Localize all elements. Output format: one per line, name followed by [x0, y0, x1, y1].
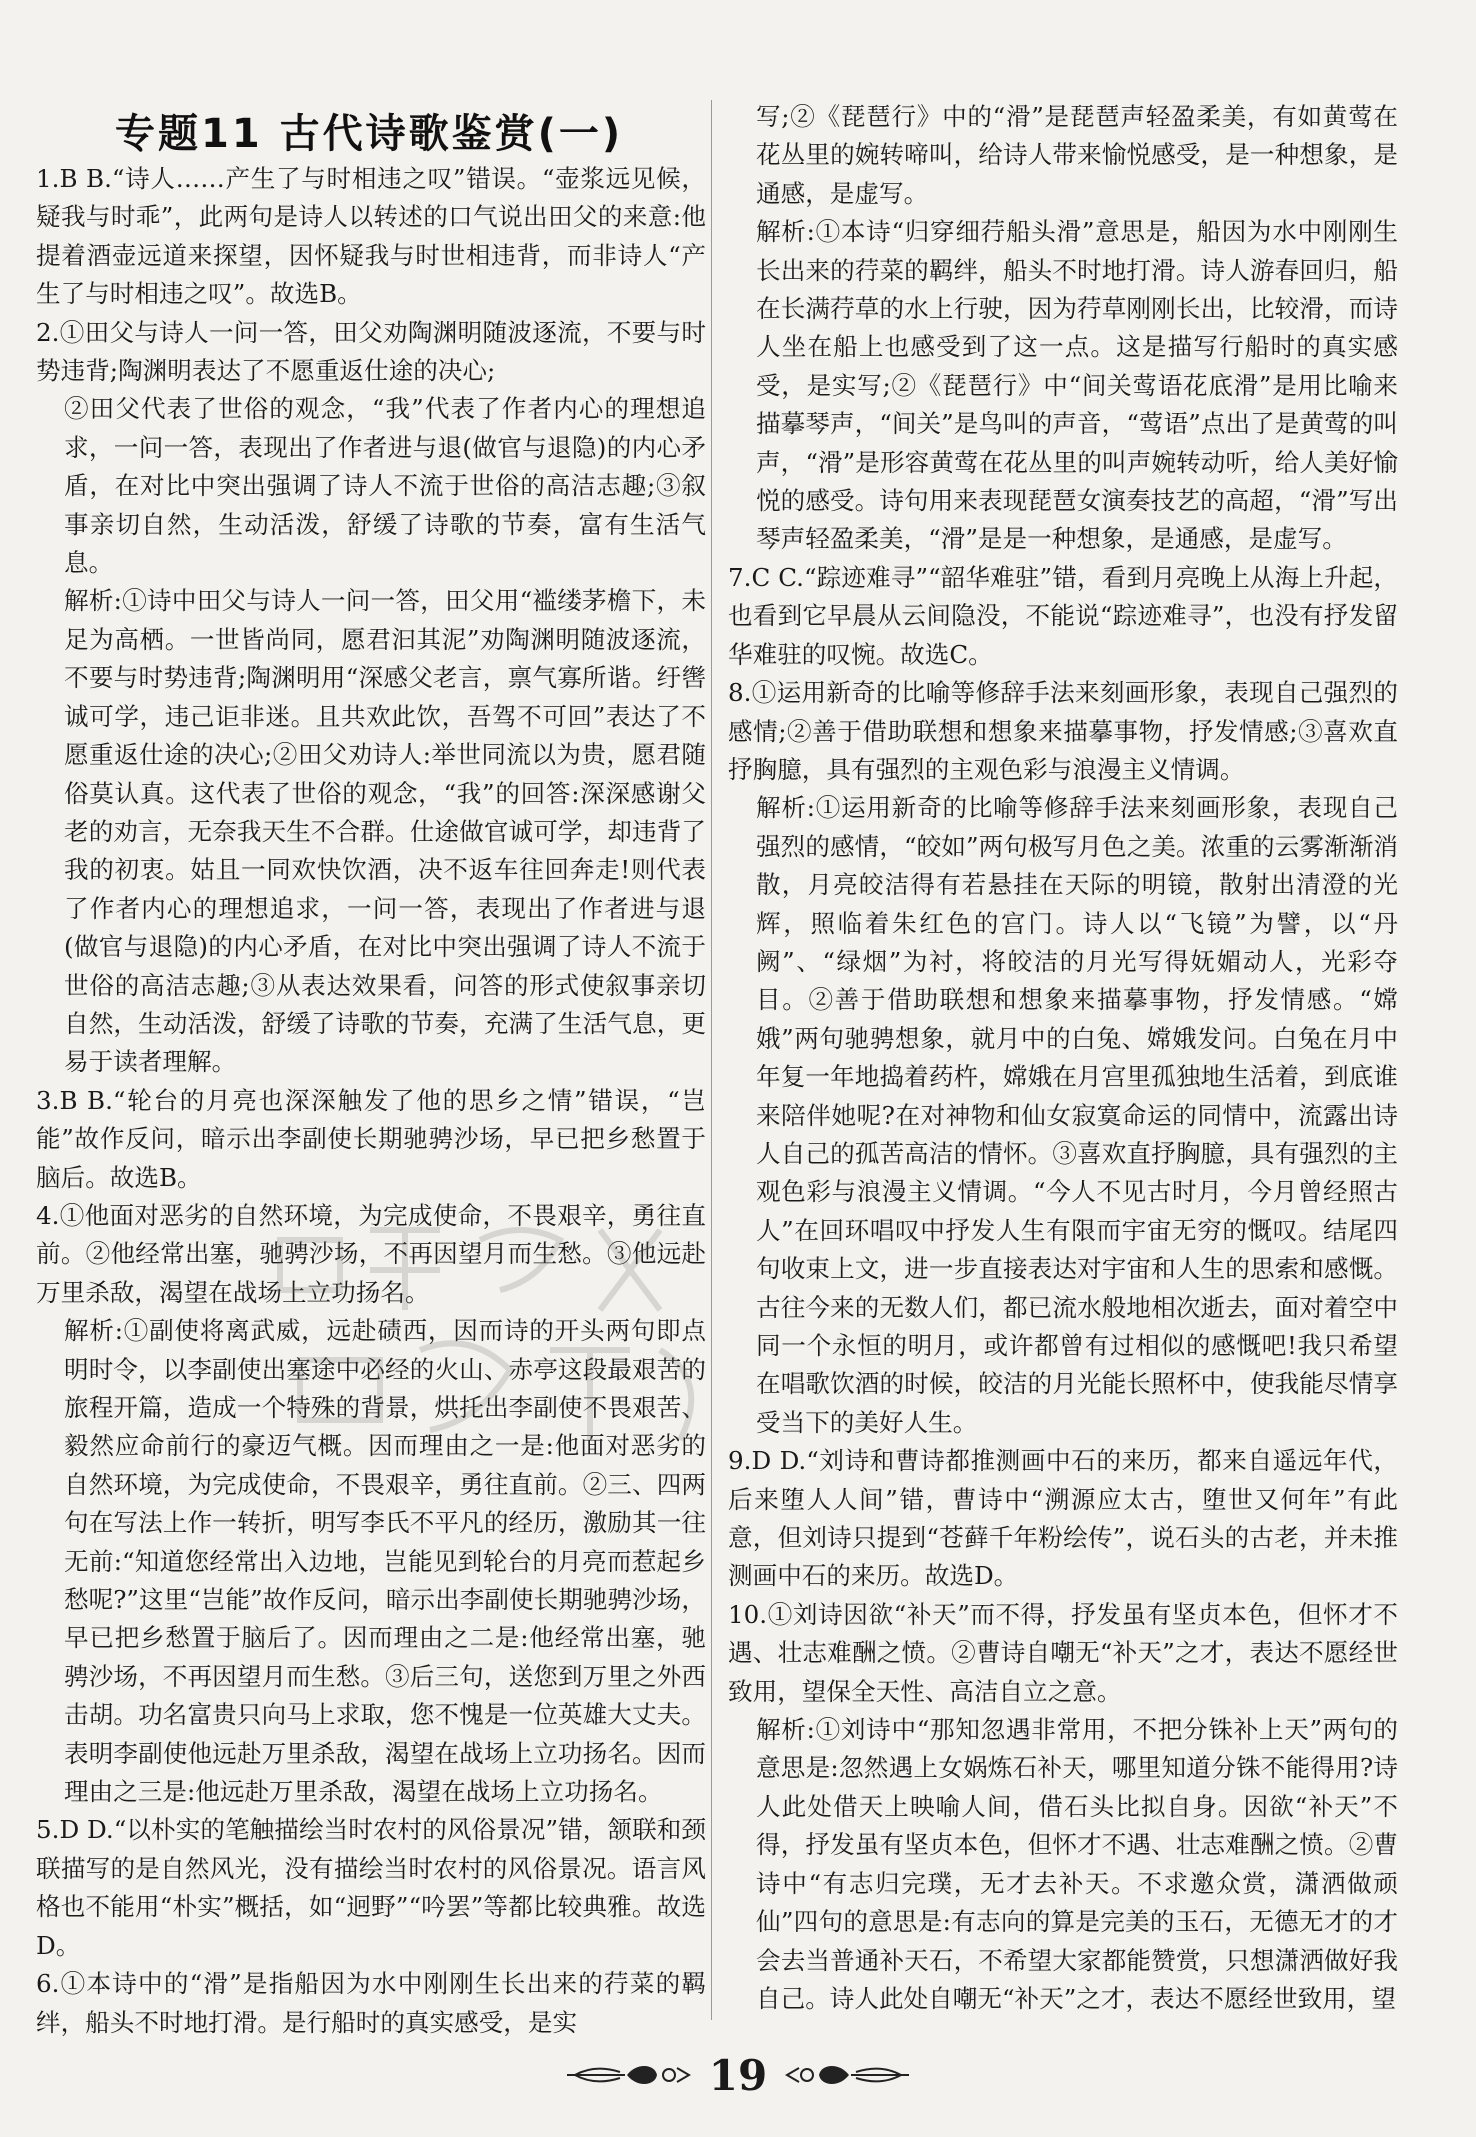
answer-4: 4.①他面对恶劣的自然环境，为完成使命，不畏艰辛，勇往直前。②他经常出塞，驰骋沙场，不再因望月而生愁。③他远赴万里杀敌，渴望在战场上立功扬名。	[36, 1200, 706, 1307]
answer-2-analysis: 解析:①诗中田父与诗人一问一答，田父用“褴缕茅檐下，未足为高栖。一世皆尚同，愿君汩其泥”劝陶渊明随波逐流，不要与时势违背;陶渊明用“深感父老言，禀气寡所谐。纡辔诚可学，违己讵非迷。且共欢此饮，吾驾不可回”表达了不愿重返仕途的决心;②田父劝诗人:举世同流以为贵，愿君随俗莫认真。这代表了世俗的观念，“我”的回答:深深感谢父老的劝言，无奈我天生不合群。仕途做官诚可学，却违背了我的初衷。姑且一同欢快饮酒，决不返车往回奔走!则代表了作者内心的理想追求，一问一答，表现出了作者进与退(做官与退隐)的内心矛盾，在对比中突出强调了诗人不流于世俗的高洁志趣;③从表达效果看，问答的形式使叙事亲切自然，生动活泼，舒缓了诗歌的节奏，充满了生活气息，更易于读者理解。	[64, 586, 706, 1077]
answer-5: 5.D D.“以朴实的笔触描绘当时农村的风俗景况”错，颔联和颈联描写的是自然风光，没有描绘当时农村的风俗景况。语言风格也不能用“朴实”概括，如“迥野”“吟罢”等都比较典雅。故选D。	[36, 1815, 706, 1960]
answer-10-analysis: 解析:①刘诗中“那知忽遇非常用，不把分铢补上天”两句的意思是:忽然遇上女娲炼石补天，哪里知道分铢不能得用?诗人此处借天上映喻人间，借石头比拟自身。因欲“补天”不得，抒发虽有坚贞本色，但怀才不遇、壮志难酬之愤。②曹诗中“有志归完璞，无才去补天。不求邀众赏，潇洒做顽仙”四句的意思是:有志向的算是完美的玉石，无德无才的才会去当普通补天石，不希望大家都能赞赏，只想潇洒做好我自己。诗人此处自嘲无“补天”之才，表达不愿经世致用，望	[756, 1715, 1398, 2013]
left-ornament-icon	[565, 2060, 695, 2090]
answer-6-analysis: 解析:①本诗“归穿细荇船头滑”意思是，船因为水中刚刚生长出来的荇菜的羁绊，船头不时地打滑。诗人游春回归，船在长满荇草的水上行驶，因为荇草刚刚长出，比较滑，而诗人坐在船上也感受到了这一点。这是描写行船时的真实感受，是实写;②《琵琶行》中“间关莺语花底滑”是用比喻来描摹琴声，“间关”是鸟叫的声音，“莺语”点出了是黄莺的叫声，“滑”是形容黄莺在花丛里的叫声婉转动听，给人美好愉悦的感受。诗句用来表现琵琶女演奏技艺的高超，“滑”写出琴声轻盈柔美，“滑”是是一种想象，是通感，是虚写。	[756, 217, 1398, 554]
answer-3: 3.B B.“轮台的月亮也深深触发了他的思乡之情”错误，“岂能”故作反问，暗示出李副使长期驰骋沙场，早已把乡愁置于脑后。故选B。	[36, 1085, 706, 1192]
answer-8-analysis: 解析:①运用新奇的比喻等修辞手法来刻画形象，表现自己强烈的感情，“皎如”两句极写月色之美。浓重的云雾渐渐消散，月亮皎洁得有若悬挂在天际的明镜，散射出清澄的光辉，照临着朱红色的宫门。诗人以“飞镜”为譬，以“丹阙”、“绿烟”为衬，将皎洁的月光写得妩媚动人，光彩夺目。②善于借助联想和想象来描摹事物，抒发情感。“嫦娥”两句驰骋想象，就月中的白兔、嫦娥发问。白兔在月中年复一年地捣着药杵，嫦娥在月宫里孤独地生活着，到底谁来陪伴她呢?在对神物和仙女寂寞命运的同情中，流露出诗人自己的孤苦高洁的情怀。③喜欢直抒胸臆，具有强烈的主观色彩与浪漫主义情调。“今人不见古时月，今月曾经照古人”在回环唱叹中抒发人生有限而宇宙无穷的慨叹。结尾四句收束上文，进一步直接表达对宇宙和人生的思索和感慨。古往今来的无数人们，都已流水般地相次逝去，面对着空中同一个永恒的明月，或许都曾有过相似的感慨吧!我只希望在唱歌饮酒的时候，皎洁的月光能长照杯中，使我能尽情享受当下的美好人生。	[756, 793, 1398, 1437]
answer-8: 8.①运用新奇的比喻等修辞手法来刻画形象，表现自己强烈的感情;②善于借助联想和想象来描摹事物，抒发情感;③喜欢直抒胸臆，具有强烈的主观色彩与浪漫主义情调。	[728, 678, 1398, 784]
page-title: 专题11 古代诗歌鉴赏(一)	[115, 111, 624, 157]
answer-10: 10.①刘诗因欲“补天”而不得，抒发虽有坚贞本色，但怀才不遇、壮志难酬之愤。②曹诗自嘲无“补天”之才，表达不愿经世致用，望保全天性、高洁自立之意。	[728, 1599, 1398, 1706]
right-column	[728, 98, 1398, 2018]
answer-2-cont: ②田父代表了世俗的观念，“我”代表了作者内心的理想追求，一问一答，表现出了作者进与退(做官与退隐)的内心矛盾，在对比中突出强调了诗人不流于世俗的高洁志趣;③叙事亲切自然，生动活泼，舒缓了诗歌的节奏，富有生活气息。	[64, 394, 706, 578]
left-column	[36, 160, 706, 2042]
answer-6: 6.①本诗中的“滑”是指船因为水中刚刚生长出来的荇菜的羁绊，船头不时地打滑。是行船时的真实感受，是实	[36, 1969, 706, 2037]
column-divider	[711, 100, 712, 2020]
page-footer	[0, 2050, 1476, 2100]
answer-7: 7.C C.“踪迹难寻”“韶华难驻”错，看到月亮晚上从海上升起，也看到它早晨从云间隐没，不能说“踪迹难寻”，也没有抒发留华难驻的叹惋。故选C。	[728, 562, 1398, 669]
right-ornament-icon	[781, 2060, 911, 2090]
answer-1: 1.B B.“诗人……产生了与时相违之叹”错误。“壶浆远见候，疑我与时乖”，此两句是诗人以转述的口气说出田父的来意:他提着酒壶远道来探望，因怀疑我与时世相违背，而非诗人“产生了与时相违之叹”。故选B。	[36, 164, 706, 309]
answer-4-analysis: 解析:①副使将离武威，远赴碛西，因而诗的开头两句即点明时令，以李副使出塞途中必经的火山、赤亭这段最艰苦的旅程开篇，造成一个特殊的背景，烘托出李副使不畏艰苦、毅然应命前行的豪迈气概。因而理由之一是:他面对恶劣的自然环境，为完成使命，不畏艰辛，勇往直前。②三、四两句在写法上作一转折，明写李氏不平凡的经历，激励其一往无前:“知道您经常出入边地，岂能见到轮台的月亮而惹起乡愁呢?”这里“岂能”故作反问，暗示出李副使长期驰骋沙场，早已把乡愁置于脑后了。因而理由之二是:他经常出塞，驰骋沙场，不再因望月而生愁。③后三句，送您到万里之外西击胡。功名富贵只向马上求取，您不愧是一位英雄大丈夫。表明李副使他远赴万里杀敌，渴望在战场上立功扬名。因而理由之三是:他远赴万里杀敌，渴望在战场上立功扬名。	[64, 1316, 706, 1807]
answer-9: 9.D D.“刘诗和曹诗都推测画中石的来历，都来自遥远年代，后来堕人人间”错，曹诗中“溯源应太古，堕世又何年”有此意，但刘诗只提到“苍藓千年粉绘传”，说石头的古老，并未推测画中石的来历。故选D。	[728, 1446, 1398, 1591]
answer-6-cont: 写;②《琵琶行》中的“滑”是琵琶声轻盈柔美，有如黄莺在花丛里的婉转啼叫，给诗人带来愉悦感受，是一种想象，是通感，是虚写。	[756, 102, 1398, 208]
page-number: 19	[708, 2050, 768, 2100]
answer-2: 2.①田父与诗人一问一答，田父劝陶渊明随波逐流，不要与时势违背;陶渊明表达了不愿重返仕途的决心;	[36, 317, 706, 386]
